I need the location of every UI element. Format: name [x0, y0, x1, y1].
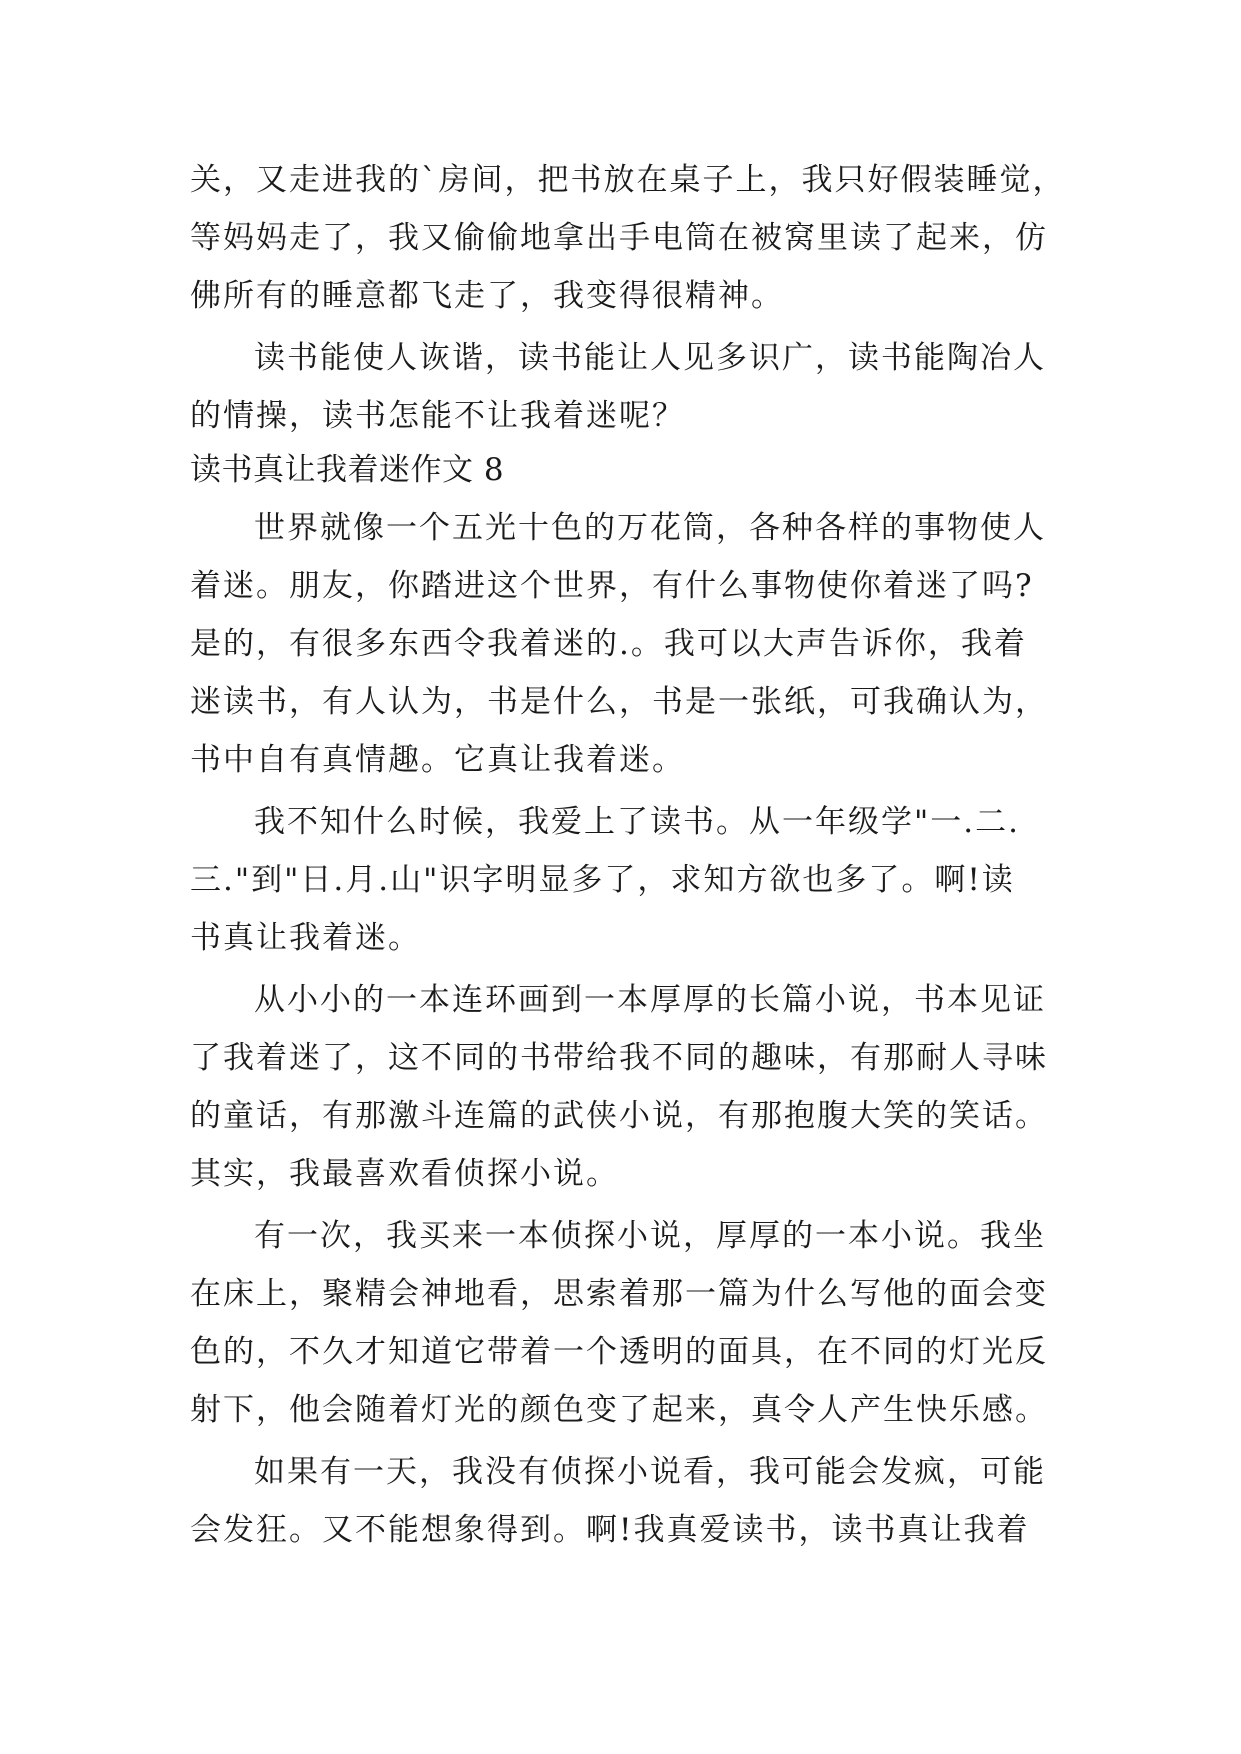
paragraph-first-line: 世界就像一个五光十色的万花筒，各种各样的事物使人: [254, 510, 1046, 546]
text-line: 三."到"日.月.山"识字明显多了，求知方欲也多了。啊!读: [190, 862, 1015, 898]
paragraph-first-line: 读书能使人诙谐，读书能让人见多识广，读书能陶冶人: [254, 340, 1046, 376]
text-line: 了我着迷了，这不同的书带给我不同的趣味，有那耐人寻味: [190, 1040, 1048, 1076]
text-line: 射下，他会随着灯光的颜色变了起来，真令人产生快乐感。: [190, 1392, 1048, 1428]
text-line: 其实，我最喜欢看侦探小说。: [190, 1156, 619, 1192]
text-line: 的情操，读书怎能不让我着迷呢？: [190, 398, 685, 434]
text-line: 是的，有很多东西令我着迷的.。我可以大声告诉你，我着: [190, 626, 1027, 662]
text-line: 色的，不久才知道它带着一个透明的面具，在不同的灯光反: [190, 1334, 1048, 1370]
text-line: 迷读书，有人认为，书是什么，书是一张纸，可我确认为，: [190, 684, 1048, 720]
text-line: 在床上，聚精会神地看，思索着那一篇为什么写他的面会变: [190, 1276, 1048, 1312]
paragraph-first-line: 从小小的一本连环画到一本厚厚的长篇小说，书本见证: [254, 982, 1046, 1018]
section-heading: 读书真让我着迷作文 8: [190, 452, 505, 488]
text-line: 书真让我着迷。: [190, 920, 421, 956]
text-line: 的童话，有那激斗连篇的武侠小说，有那抱腹大笑的笑话。: [190, 1098, 1048, 1134]
text-line: 会发狂。又不能想象得到。啊!我真爱读书，读书真让我着: [190, 1512, 1030, 1548]
text-line: 等妈妈走了，我又偷偷地拿出手电筒在被窝里读了起来，仿: [190, 220, 1048, 256]
paragraph-first-line: 如果有一天，我没有侦探小说看，我可能会发疯，可能: [254, 1454, 1046, 1490]
text-line: 着迷。朋友，你踏进这个世界，有什么事物使你着迷了吗?: [190, 568, 1034, 604]
paragraph-first-line: 我不知什么时候，我爱上了读书。从一年级学"一.二.: [254, 804, 1020, 840]
text-line: 佛所有的睡意都飞走了，我变得很精神。: [190, 278, 784, 314]
text-line: 关，又走进我的`房间，把书放在桌子上，我只好假装睡觉，: [190, 162, 1066, 198]
paragraph-first-line: 有一次，我买来一本侦探小说，厚厚的一本小说。我坐: [254, 1218, 1046, 1254]
text-line: 书中自有真情趣。它真让我着迷。: [190, 742, 685, 778]
